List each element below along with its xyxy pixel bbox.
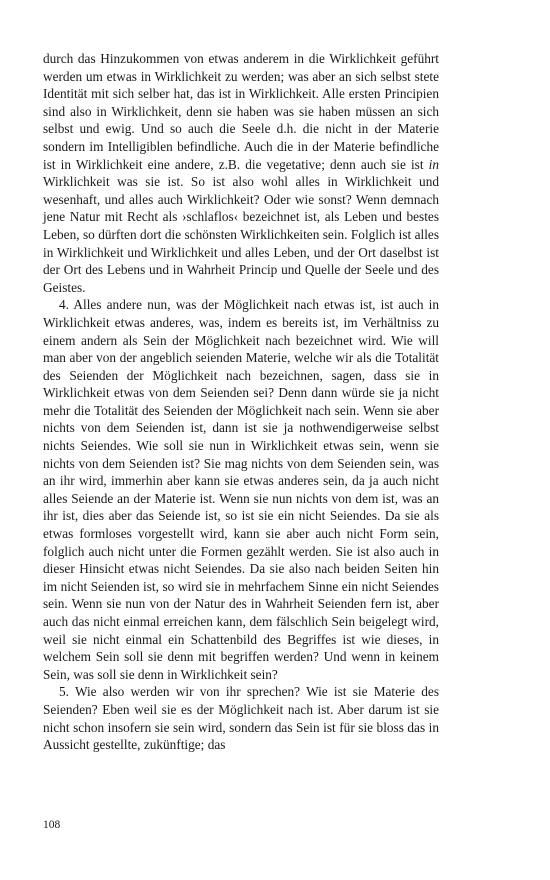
paragraph-text: durch das Hinzukommen von etwas anderem in die Wirklichkeit geführt werden um etwas in Wirklichkeit zu werden; was aber an sich selbst stete Identität mit sich selber hat, das ist in Wirklichkeit. Alle ersten Principien sind also in Wirklichkeit, denn sie haben was sie haben müssen an sich selbst und ewig. Und so auch die Seele d.h. die nicht in der Materie sondern im Intelligiblen befindliche. Auch die in der Materie befindliche ist in Wirklichkeit eine andere, z.B. die vegetative; denn auch sie ist [43,51,439,172]
paragraph [43,296,439,683]
paragraph-text: 5. Wie also werden wir von ihr sprechen? Wie ist sie Materie des Seienden? Eben weil sie es der Möglichkeit nach ist. Aber darum ist sie nicht schon insofern sie sein wird, sondern das Sein ist für sie bloss das in Aussicht gestellte, zukünftige; das [43,684,439,753]
emphasis-text: in [428,156,439,172]
paragraph [43,50,439,296]
body-text [43,50,439,754]
page-number: 108 [43,819,61,831]
paragraph [43,683,439,753]
paragraph-text: 4. Alles andere nun, was der Möglichkeit nach etwas ist, ist auch in Wirklichkeit etwas anderes, was, indem es bereits ist, im Verhältniss zu einem andern als Sein der Möglichkeit nach bezeichnet wird. Wie will man aber von der angeblich seienden Materie, welche wir als die Totalität des Seienden der Möglichkeit nach bezeichnen, sagen, dass sie in Wirklichkeit etwas von dem Seienden sei? Denn dann würde sie ja nicht mehr die Totalität des Seienden der Möglichkeit nach sein. Wenn sie aber nichts von dem Seienden ist, dann ist sie ja nothwendigerweise selbst nichts Seiendes. Wie soll sie nun in Wirklichkeit etwas sein, wenn sie nichts von dem Seienden ist? Sie mag nichts von dem Seienden sein, was an ihr wird, immerhin aber kann sie etwas anderes sein, da ja auch nicht alles Seiende an der Materie ist. Wenn sie nun nichts von dem ist, was an ihr ist, dies aber das Seiende ist, so ist sie ein nicht Seiendes. Da sie als etwas formloses vorgestellt wird, kann sie aber auch nicht Form sein, folglich auch nicht unter die Formen gezählt werden. Sie ist also auch in dieser Hinsicht etwas nicht Seiendes. Da sie also nach beiden Seiten hin im nicht Seienden ist, so wird sie in mehrfachem Sinne ein nicht Seiendes sein. Wenn sie nun von der Natur des in Wahrheit Seienden fern ist, aber auch das nicht einmal erreichen kann, dem fälschlich Sein beigelegt wird, weil sie nicht einmal ein Schattenbild des Begriffes ist wie dieses, in welchem Sein soll sie denn mit begriffen werden? Und wenn in keinem Sein, was soll sie denn in Wirklichkeit sein? [43,297,439,682]
paragraph-text: Wirklichkeit was sie ist. So ist also wohl alles in Wirklichkeit und wesenhaft, und alles auch Wirklichkeit? Oder wie sonst? Wenn demnach jene Natur mit Recht als ›schlaflos‹ bezeichnet ist, als Leben und bestes Leben, so dürften dort die schönsten Wirklichkeiten sein. Folglich ist alles in Wirklichkeit und Wirklichkeit und alles Leben, und der Ort daselbst ist der Ort des Lebens und in Wahrheit Princip und Quelle der Seele und des Geistes. [43,174,439,295]
